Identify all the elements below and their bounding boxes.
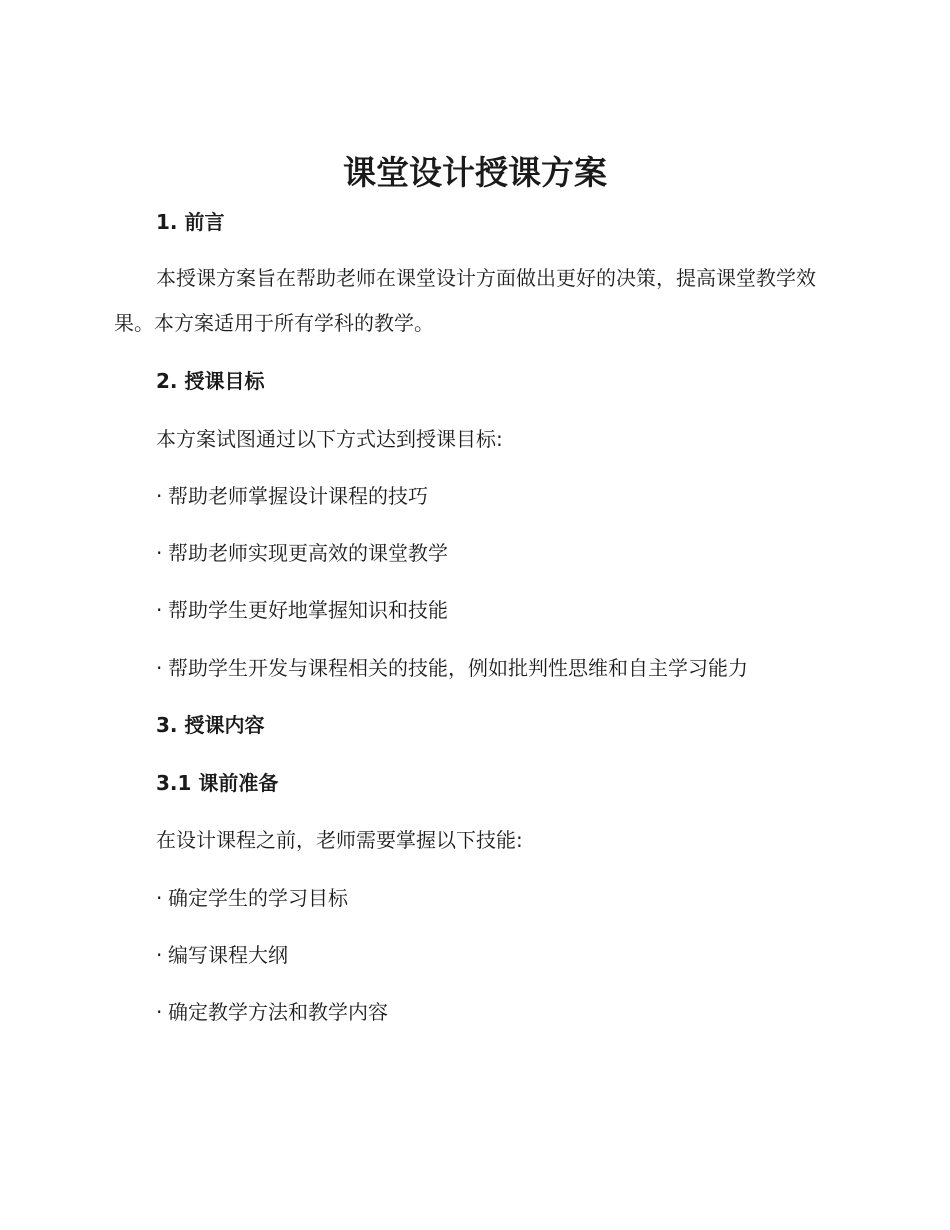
list-item xyxy=(156,654,748,682)
list-item-text: 帮助老师掌握设计课程的技巧 xyxy=(168,484,428,508)
goals-intro: 本方案试图通过以下方式达到授课目标: xyxy=(156,427,503,451)
list-item-text: 确定教学方法和教学内容 xyxy=(168,1000,388,1024)
bullet-icon: · xyxy=(156,943,163,967)
bullet-icon: · xyxy=(156,656,163,680)
list-item xyxy=(156,539,448,567)
preparation-intro: 在设计课程之前，老师需要掌握以下技能: xyxy=(156,828,523,852)
list-item-text: 确定学生的学习目标 xyxy=(168,886,348,910)
bullet-icon: · xyxy=(156,541,163,565)
section-heading-preface: 1. 前言 xyxy=(156,210,225,234)
list-item-text: 帮助学生更好地掌握知识和技能 xyxy=(168,598,448,622)
subsection-heading-preparation: 3.1 课前准备 xyxy=(156,771,279,795)
list-item-text: 帮助学生开发与课程相关的技能，例如批判性思维和自主学习能力 xyxy=(168,656,748,680)
section-heading-content: 3. 授课内容 xyxy=(156,713,265,737)
section-heading-goals: 2. 授课目标 xyxy=(156,369,265,393)
preface-paragraph: 本授课方案旨在帮助老师在课堂设计方面做出更好的决策，提高课堂教学效果。本方案适用于所有学科的教学。 xyxy=(114,266,816,335)
list-item xyxy=(156,941,288,969)
bullet-icon: · xyxy=(156,598,163,622)
list-item xyxy=(156,884,348,912)
list-item-text: 帮助老师实现更高效的课堂教学 xyxy=(168,541,448,565)
list-item xyxy=(156,482,428,510)
list-item-text: 编写课程大纲 xyxy=(168,943,288,967)
bullet-icon: · xyxy=(156,886,163,910)
bullet-icon: · xyxy=(156,1000,163,1024)
bullet-icon: · xyxy=(156,484,163,508)
list-item xyxy=(156,596,448,624)
list-item xyxy=(156,998,388,1026)
document-title: 课堂设计授课方案 xyxy=(343,153,607,192)
